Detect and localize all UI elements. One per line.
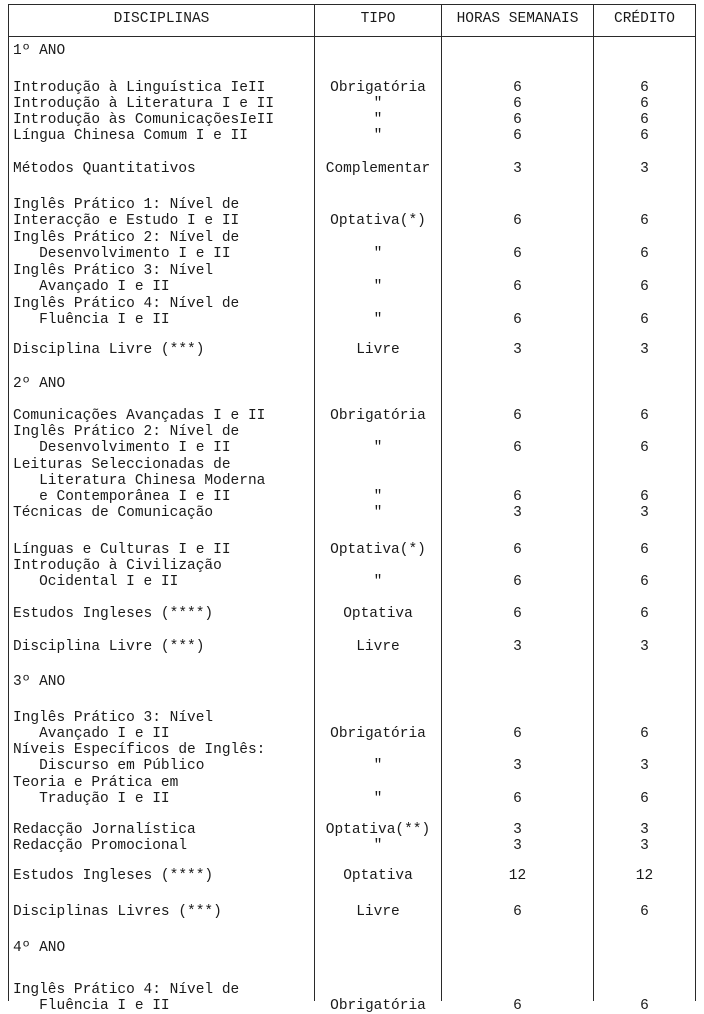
tipo-cell: " (373, 312, 383, 328)
discipline-name-line: Interacção e Estudo I e II (13, 213, 240, 229)
credito-cell: 6 (640, 128, 649, 144)
horas-cell: 6 (513, 96, 522, 112)
horas-cell: 3 (513, 505, 522, 521)
discipline-name-line: Língua Chinesa Comum I e II (13, 128, 248, 144)
tipo-cell: " (373, 791, 383, 807)
horas-cell: 3 (513, 758, 522, 774)
discipline-name-line: Comunicações Avançadas I e II (13, 408, 266, 424)
discipline-name-line: Discurso em Público (13, 758, 205, 774)
tipo-cell: " (373, 279, 383, 295)
tipo-cell: Optativa(*) (330, 213, 426, 229)
credito-cell: 3 (640, 758, 649, 774)
discipline-name-line: Redacção Jornalística (13, 822, 196, 838)
discipline-name-line: Inglês Prático 3: Nível (13, 263, 214, 279)
discipline-name-line: Fluência I e II (13, 998, 170, 1014)
discipline-name-line: Desenvolvimento I e II (13, 246, 231, 262)
tipo-cell: " (373, 96, 383, 112)
header-credito: CRÉDITO (614, 11, 675, 27)
credito-cell: 6 (640, 408, 649, 424)
discipline-name-line: Línguas e Culturas I e II (13, 542, 231, 558)
discipline-name-line: Inglês Prático 4: Nível de (13, 982, 240, 998)
tipo-cell: " (373, 758, 383, 774)
discipline-name-line: Inglês Prático 3: Nível (13, 710, 214, 726)
discipline-name-line: Inglês Prático 2: Nível de (13, 230, 240, 246)
tipo-cell: Livre (356, 904, 400, 920)
credito-cell: 6 (640, 998, 649, 1014)
discipline-name-line: Níveis Específicos de Inglês: (13, 742, 266, 758)
horas-cell: 6 (513, 542, 522, 558)
horas-cell: 3 (513, 639, 522, 655)
header-disciplinas: DISCIPLINAS (113, 11, 210, 27)
discipline-name-line: Estudos Ingleses (****) (13, 606, 214, 622)
discipline-name-line: Desenvolvimento I e II (13, 440, 231, 456)
horas-cell: 6 (513, 112, 522, 128)
tipo-cell: Livre (356, 639, 400, 655)
discipline-name-line: Leituras Seleccionadas de (13, 457, 231, 473)
horas-cell: 6 (513, 279, 522, 295)
discipline-name-line: Inglês Prático 1: Nível de (13, 197, 240, 213)
credito-cell: 6 (640, 542, 649, 558)
tipo-cell: Obrigatória (330, 80, 426, 96)
discipline-name-line: Tradução I e II (13, 791, 170, 807)
credito-cell: 6 (640, 279, 649, 295)
discipline-name-line: Técnicas de Comunicação (13, 505, 214, 521)
discipline-name-line: Teoria e Prática em (13, 775, 179, 791)
tipo-cell: " (373, 246, 383, 262)
horas-cell: 6 (513, 606, 522, 622)
tipo-cell: " (373, 838, 383, 854)
credito-cell: 6 (640, 246, 649, 262)
horas-cell: 6 (513, 246, 522, 262)
credito-cell: 6 (640, 80, 649, 96)
tipo-cell: " (373, 112, 383, 128)
tipo-cell: Obrigatória (330, 408, 426, 424)
discipline-name-line: Disciplinas Livres (***) (13, 904, 222, 920)
horas-cell: 6 (513, 726, 522, 742)
tipo-cell: Obrigatória (330, 726, 426, 742)
tipo-cell: Complementar (325, 161, 431, 177)
discipline-name-line: Métodos Quantitativos (13, 161, 196, 177)
discipline-name-line: Introdução à Civilização (13, 558, 222, 574)
discipline-name-line: Introdução às ComunicaçõesIeII (13, 112, 275, 128)
discipline-name-line: Ocidental I e II (13, 574, 179, 590)
credito-cell: 3 (640, 639, 649, 655)
credito-cell: 6 (640, 726, 649, 742)
credito-cell: 6 (640, 440, 649, 456)
credito-cell: 6 (640, 213, 649, 229)
tipo-cell: " (373, 489, 383, 505)
discipline-name-line: Disciplina Livre (***) (13, 639, 205, 655)
horas-cell: 6 (513, 408, 522, 424)
discipline-name-line: Inglês Prático 4: Nível de (13, 296, 240, 312)
year-heading: 2º ANO (13, 376, 66, 392)
horas-cell: 6 (513, 440, 522, 456)
credito-cell: 6 (640, 791, 649, 807)
header-tipo: TIPO (360, 11, 396, 27)
tipo-cell: Livre (356, 342, 400, 358)
tipo-cell: " (373, 505, 383, 521)
tipo-cell: Optativa (343, 606, 413, 622)
discipline-name-line: Estudos Ingleses (****) (13, 868, 214, 884)
horas-cell: 3 (513, 342, 522, 358)
discipline-name-line: Redacção Promocional (13, 838, 188, 854)
credito-cell: 6 (640, 489, 649, 505)
tipo-cell: Optativa(**) (325, 822, 431, 838)
credito-cell: 12 (635, 868, 654, 884)
year-heading: 3º ANO (13, 674, 66, 690)
discipline-name-line: Disciplina Livre (***) (13, 342, 205, 358)
credito-cell: 6 (640, 606, 649, 622)
horas-cell: 3 (513, 161, 522, 177)
tipo-cell: " (373, 440, 383, 456)
horas-cell: 6 (513, 489, 522, 505)
credito-cell: 3 (640, 505, 649, 521)
discipline-name-line: Avançado I e II (13, 279, 170, 295)
discipline-name-line: Fluência I e II (13, 312, 170, 328)
horas-cell: 6 (513, 312, 522, 328)
credito-cell: 6 (640, 904, 649, 920)
discipline-name-line: Avançado I e II (13, 726, 170, 742)
tipo-cell: Optativa(*) (330, 542, 426, 558)
table-left-border (8, 4, 9, 1001)
horas-cell: 6 (513, 791, 522, 807)
credito-cell: 3 (640, 838, 649, 854)
tipo-cell: Optativa (343, 868, 413, 884)
tipo-cell: " (373, 574, 383, 590)
discipline-name-line: e Contemporânea I e II (13, 489, 231, 505)
discipline-name-line: Inglês Prático 2: Nível de (13, 424, 240, 440)
horas-cell: 12 (508, 868, 527, 884)
table-right-border (695, 4, 696, 1001)
horas-cell: 6 (513, 213, 522, 229)
credito-cell: 6 (640, 96, 649, 112)
discipline-name-line: Literatura Chinesa Moderna (13, 473, 266, 489)
horas-cell: 3 (513, 822, 522, 838)
credito-cell: 6 (640, 112, 649, 128)
discipline-name-line: Introdução à Linguística IeII (13, 80, 266, 96)
discipline-name-line: Introdução à Literatura I e II (13, 96, 275, 112)
year-heading: 4º ANO (13, 940, 66, 956)
horas-cell: 6 (513, 574, 522, 590)
year-heading: 1º ANO (13, 43, 66, 59)
header-horas-semanais: HORAS SEMANAIS (456, 11, 579, 27)
credito-cell: 6 (640, 312, 649, 328)
horas-cell: 6 (513, 128, 522, 144)
tipo-cell: " (373, 128, 383, 144)
horas-cell: 6 (513, 998, 522, 1014)
horas-cell: 6 (513, 80, 522, 96)
credito-cell: 3 (640, 161, 649, 177)
tipo-cell: Obrigatória (330, 998, 426, 1014)
horas-cell: 3 (513, 838, 522, 854)
horas-cell: 6 (513, 904, 522, 920)
credito-cell: 3 (640, 342, 649, 358)
credito-cell: 3 (640, 822, 649, 838)
credito-cell: 6 (640, 574, 649, 590)
